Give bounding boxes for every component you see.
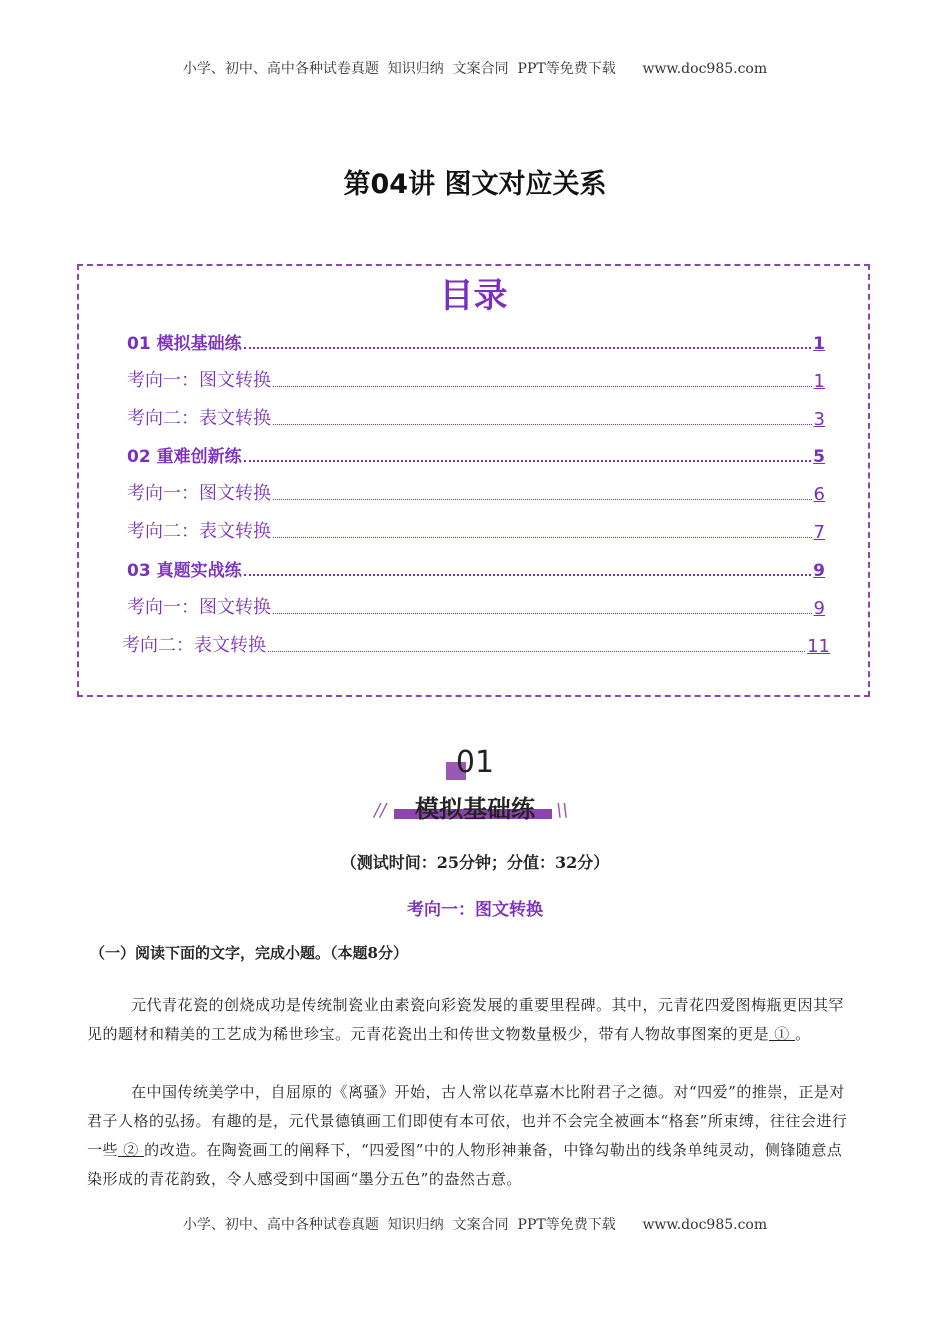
toc-item-3-1[interactable] <box>127 595 825 619</box>
page-header: 小学、初中、高中各种试卷真题 知识归纳 文案合同 PPT等免费下载 www.doc985.com <box>182 61 768 77</box>
document-title: 第04讲 图文对应关系 <box>343 169 607 200</box>
toc-page-link[interactable]: 3 <box>813 409 825 430</box>
left-slash-decoration: // <box>374 800 387 821</box>
toc-item-section-3[interactable] <box>127 557 825 581</box>
toc-item-3-2[interactable] <box>122 633 830 657</box>
page-footer: 小学、初中、高中各种试卷真题 知识归纳 文案合同 PPT等免费下载 www.doc985.com <box>182 1217 768 1233</box>
question-title: （一）阅读下面的文字，完成小题。（本题8分） <box>90 944 408 962</box>
toc-item-label: 01 模拟基础练 <box>127 334 242 354</box>
toc-leader-dots <box>244 347 812 349</box>
toc-item-section-1[interactable] <box>127 330 825 354</box>
section-number: 01 <box>455 745 495 780</box>
toc-heading: 目录 <box>439 276 508 316</box>
toc-leader-dots <box>268 651 805 652</box>
toc-leader-dots <box>273 613 812 614</box>
toc-page-link[interactable]: 6 <box>813 484 825 505</box>
toc-item-label: 考向二：表文转换 <box>127 521 271 542</box>
toc-item-label: 考向一：图文转换 <box>127 370 271 391</box>
toc-leader-dots <box>244 460 812 462</box>
toc-leader-dots <box>273 424 812 425</box>
toc-page-link[interactable]: 1 <box>813 371 825 392</box>
toc-item-label: 考向一：图文转换 <box>127 483 271 504</box>
toc-leader-dots <box>273 386 812 387</box>
table-of-contents <box>77 264 870 697</box>
reading-paragraph-1: 元代青花瓷的创烧成功是传统制瓷业由素瓷向彩瓷发展的重要里程碑。其中，元青花四爱图梅瓶更因其罕见的题材和精美的工艺成为稀世珍宝。元青花瓷出土和传世文物数量极少，带有人物故事图案的更是 ① 。 <box>87 996 845 1043</box>
toc-item-1-2[interactable] <box>127 406 825 430</box>
toc-item-2-1[interactable] <box>127 481 825 505</box>
subsection-heading: 考向一：图文转换 <box>407 900 543 920</box>
toc-leader-dots <box>273 537 812 538</box>
toc-item-2-2[interactable] <box>127 519 825 543</box>
reading-paragraph-2: 在中国传统美学中，自屈原的《离骚》开始，古人常以花草嘉木比附君子之德。对“四爱”的推崇，正是对君子人格的弘扬。有趣的是，元代景德镇画工们即使有本可依，也并不会完全被画本“格套”所束缚，往往会进行一些 ② 的改造。在陶瓷画工的阐释下，“四爱图”中的人物形神兼备，中锋勾勒出的线条单纯灵动，侧锋随意点染形成的青花韵致，令人感受到中国画“墨分五色”的盎然古意。 <box>87 1083 848 1188</box>
toc-item-1-1[interactable] <box>127 368 825 392</box>
toc-page-link[interactable]: 1 <box>813 334 825 354</box>
toc-item-label: 考向二：表文转换 <box>122 635 266 656</box>
toc-page-link[interactable]: 9 <box>813 561 825 581</box>
right-slash-decoration: \\ <box>556 800 569 821</box>
toc-page-link[interactable]: 7 <box>813 522 825 543</box>
toc-leader-dots <box>273 499 812 500</box>
toc-leader-dots <box>244 574 812 576</box>
test-info: （测试时间：25分钟；分值：32分） <box>340 853 610 872</box>
toc-item-label: 考向二：表文转换 <box>127 408 271 429</box>
blank-2: ② <box>118 1141 145 1159</box>
toc-page-link[interactable]: 5 <box>813 447 825 467</box>
toc-page-link[interactable]: 9 <box>813 598 825 619</box>
toc-item-section-2[interactable] <box>127 443 825 467</box>
blank-1: ① <box>769 1025 796 1043</box>
toc-page-link[interactable]: 11 <box>807 636 830 657</box>
section-title: 模拟基础练 <box>415 795 535 823</box>
toc-item-label: 考向一：图文转换 <box>127 597 271 618</box>
toc-item-label: 03 真题实战练 <box>127 561 242 581</box>
toc-item-label: 02 重难创新练 <box>127 447 242 467</box>
